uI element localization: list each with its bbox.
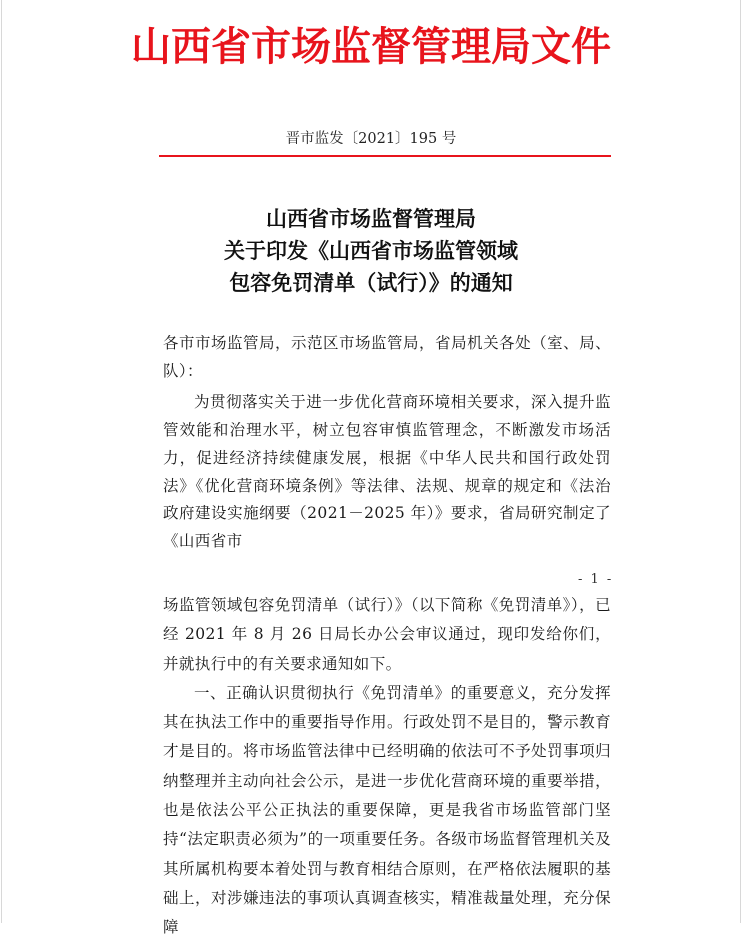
page2-body bbox=[163, 591, 611, 943]
red-divider-line bbox=[159, 155, 611, 157]
page-number: - 1 - bbox=[578, 572, 614, 587]
intro-paragraph: 为贯彻落实关于进一步优化营商环境相关要求，深入提升监管效能和治理水平，树立包容审慎监管理念，不断激发市场活力，促进经济持续健康发展，根据《中华人民共和国行政处罚法》《优化营商环境条例》等法律、法规、规章的规定和《法治政府建设实施纲要（2021－2025 年）》要求，省局研究制定了《山西省市 bbox=[163, 393, 611, 550]
document-number: 晋市监发〔2021〕195 号 bbox=[285, 131, 457, 147]
section-one-paragraph: 一、正确认识贯彻执行《免罚清单》的重要意义，充分发挥其在执法工作中的重要指导作用。行政处罚不是目的，警示教育才是目的。将市场监管法律中已经明确的依法可不予处罚事项归纳整理并主动向社会公示，是进一步优化营商环境的重要举措，也是依法公平公正执法的重要保障，更是我省市场监管部门坚持“法定职责必须为”的一项重要任务。各级市场监督管理机关及其所属机构要本着处罚与教育相结合原则，在严格依法履职的基础上，对涉嫌违法的事项认真调查核实，精准裁量处理，充分保障 bbox=[163, 683, 611, 937]
notice-title-line-2: 关于印发《山西省市场监管领域 bbox=[224, 238, 518, 263]
addressee-line: 各市市场监管局，示范区市场监管局，省局机关各处（室、局、队）： bbox=[163, 334, 611, 380]
notice-title-line-1: 山西省市场监督管理局 bbox=[266, 206, 476, 231]
document-header-title: 山西省市场监督管理局文件 bbox=[131, 24, 611, 70]
page1-body bbox=[163, 330, 611, 556]
continuation-paragraph: 场监管领域包容免罚清单（试行）》（以下简称《免罚清单》），已经 2021 年 8 月 26 日局长办公会审议通过，现印发给你们，并就执行中的有关要求通知如下。 bbox=[163, 596, 611, 673]
notice-title bbox=[0, 203, 742, 299]
notice-title-line-3: 包容免罚清单（试行）》的通知 bbox=[229, 270, 513, 295]
